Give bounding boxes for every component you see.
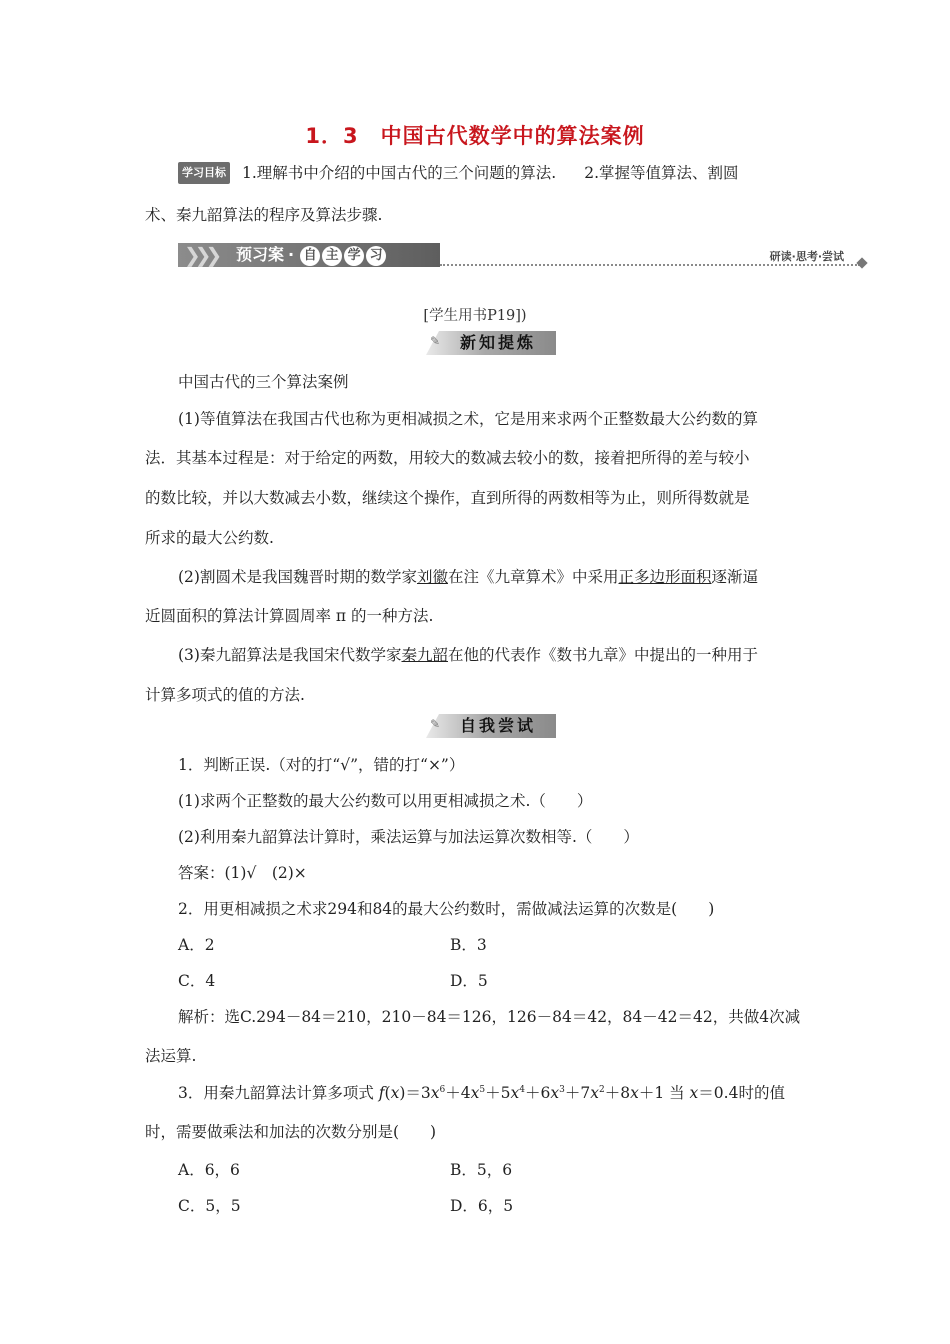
banner-dotted-line [440,264,860,266]
pencil-icon: ✎ [430,717,441,731]
question-3-stem [178,1083,785,1103]
question-1-item-1: (1)求两个正整数的最大公约数可以用更相减损之术.（ ） [178,792,593,810]
goal-item-1: 1.理解书中介绍的中国古代的三个问题的算法. [242,164,557,182]
banner-char: 习 [366,246,386,266]
preview-banner [178,240,868,270]
text-run: (2)割圆术是我国魏晋时期的数学家 [178,568,417,586]
learning-goals [178,162,739,184]
text-run: ＝0.4时的值 [698,1084,785,1102]
question-1-item-2: (2)利用秦九韶算法计算时，乘法运算与加法运算次数相等.（ ） [178,828,639,846]
text-run: (3)秦九韶算法是我国宋代数学家 [178,646,402,664]
diamond-icon [856,257,867,268]
pencil-icon: ✎ [430,334,441,348]
paragraph-1-line: 所求的最大公约数. [145,529,274,547]
underlined-answer: 刘徽 [416,568,448,586]
paragraph-3-line [178,645,758,665]
page-title [0,120,950,150]
paragraph-3-line: 计算多项式的值的方法. [145,686,305,704]
text-run: 3．用秦九韶算法计算多项式 [178,1084,379,1102]
question-1-answer: 答案：(1)√ (2)× [178,864,307,882]
title-text: 中国古代数学中的算法案例 [380,124,645,148]
section-heading-self-test [426,714,556,738]
option-b: B．3 [450,936,487,954]
banner-char: 主 [322,246,342,266]
paragraph-1-line: (1)等值算法在我国古代也称为更相减损之术，它是用来求两个正整数最大公约数的算 [178,410,758,428]
question-1-stem: 1．判断正误.（对的打“√”，错的打“×”） [178,756,465,774]
paragraph-1-line: 法．其基本过程是：对于给定的两数，用较大的数减去较小的数，接着把所得的差与较小 [145,449,750,467]
question-2-analysis-cont: 法运算. [145,1047,197,1065]
text-run: 在他的代表作《数书九章》中提出的一种用于 [447,646,758,664]
chevron-right-icon: ❯❯❯ [184,243,217,267]
question-2-analysis: 解析：选C.294－84＝210，210－84＝126，126－84＝42，84－42＝42，共做4次减 [178,1008,801,1026]
option-c: C．4 [178,972,216,990]
intro-line: 中国古代的三个算法案例 [178,373,349,391]
section-heading-text: 新知提炼 [459,333,536,352]
paragraph-2-line [178,567,758,587]
banner-dot: · [288,245,295,264]
variable-x: x [689,1084,699,1102]
polynomial-expression: $(x)=3x^6+4x^5+5x^4+6x^3+7x^2+8x+1$ 当 [384,1084,690,1102]
section-heading-text: 自我尝试 [459,716,536,735]
section-heading-new-knowledge [426,331,556,355]
option-d: D．5 [450,972,488,990]
question-2-stem: 2．用更相减损之术求294和84的最大公约数时，需做减法运算的次数是( ) [178,900,715,918]
banner-char: 自 [300,246,320,266]
option-d: D．6，5 [450,1197,514,1215]
text-run: 逐渐逼 [711,568,759,586]
option-a: A．2 [178,936,215,954]
paragraph-1-line: 的数比较，并以大数减去小数，继续这个操作，直到所得的两数相等为止，则所得数就是 [145,489,750,507]
underlined-answer: 正多边形面积 [618,568,712,586]
banner-right-label: 研读·思考·尝试 [769,250,844,263]
goal-item-2: 2.掌握等值算法、割圆 [584,164,739,182]
option-c: C．5，5 [178,1197,241,1215]
banner-char: 学 [344,246,364,266]
option-a: A．6，6 [178,1161,240,1179]
book-reference: [学生用书P19]) [423,308,527,324]
underlined-answer: 秦九韶 [401,646,448,664]
option-b: B．5，6 [450,1161,513,1179]
goal-badge: 学习目标 [178,162,230,184]
text-run: 在注《九章算术》中采用 [447,568,619,586]
banner-title [236,243,386,267]
paragraph-2-line: 近圆面积的算法计算圆周率 π 的一种方法. [145,607,434,625]
section-number: 1．3 [305,124,359,148]
goal-item-2-cont: 术、秦九韶算法的程序及算法步骤. [145,206,383,224]
banner-part1: 预习案 [236,245,285,264]
question-3-stem-cont: 时，需要做乘法和加法的次数分别是( ) [145,1123,437,1141]
function-symbol: f [378,1084,385,1102]
